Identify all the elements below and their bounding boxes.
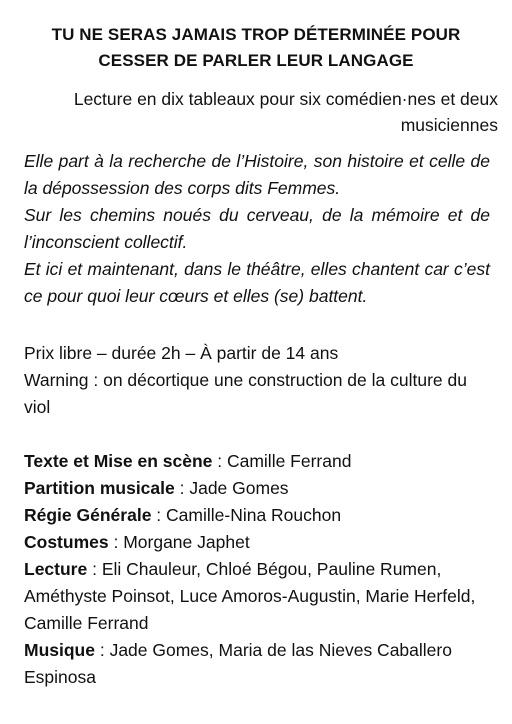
price-duration-age: Prix libre – durée 2h – À partir de 14 ans: [24, 343, 339, 363]
credit-role: Partition musicale: [24, 478, 175, 498]
synopsis-paragraph: Elle part à la recherche de l’Histoire, son histoire et celle de la dépossession des corps dits Femmes.: [24, 151, 490, 198]
credit-names: Morgane Japhet: [123, 532, 250, 552]
synopsis-paragraph: Et ici et maintenant, dans le théâtre, elles chantent car c’est ce pour quoi leur cœurs et elles (se) battent.: [24, 259, 490, 306]
page-subtitle: Lecture en dix tableaux pour six comédien·nes et deux musiciennes: [73, 89, 498, 135]
credit-names: Eli Chauleur, Chloé Bégou, Pauline Rumen, Améthyste Poinsot, Luce Amoros-Augustin, Marie Herfeld, Camille Ferrand: [24, 559, 476, 633]
credit-line: [24, 529, 492, 556]
credits: [24, 448, 492, 691]
credit-line: [24, 556, 492, 637]
credit-line: [24, 637, 492, 691]
credit-names: Camille Ferrand: [226, 451, 352, 471]
synopsis: [24, 148, 490, 310]
credit-role: Texte et Mise en scène: [24, 451, 213, 471]
credit-names: Camille-Nina Rouchon: [166, 505, 342, 525]
credit-separator: :: [94, 640, 110, 660]
credit-line: [24, 448, 492, 475]
credit-role: Lecture: [24, 559, 88, 579]
practical-info: [24, 340, 490, 421]
synopsis-paragraph: Sur les chemins noués du cerveau, de la mémoire et de l’inconscient collectif.: [24, 205, 490, 252]
credit-line: [24, 502, 492, 529]
credit-separator: :: [151, 505, 167, 525]
credit-separator: :: [108, 532, 124, 552]
credit-role: Costumes: [24, 532, 109, 552]
credit-separator: :: [87, 559, 102, 579]
credit-separator: :: [212, 451, 227, 471]
credit-names: Jade Gomes: [189, 478, 289, 498]
credit-line: [24, 475, 492, 502]
page-title: TU NE SERAS JAMAIS TROP DÉTERMINÉE POUR CESSER DE PARLER LEUR LANGAGE: [51, 25, 461, 70]
credit-names: Jade Gomes, Maria de las Nieves Caballero Espinosa: [24, 640, 452, 687]
warning-text: Warning : on décortique une construction de la culture du viol: [24, 370, 467, 417]
credit-role: Régie Générale: [24, 505, 152, 525]
credit-role: Musique: [24, 640, 95, 660]
credit-separator: :: [174, 478, 190, 498]
